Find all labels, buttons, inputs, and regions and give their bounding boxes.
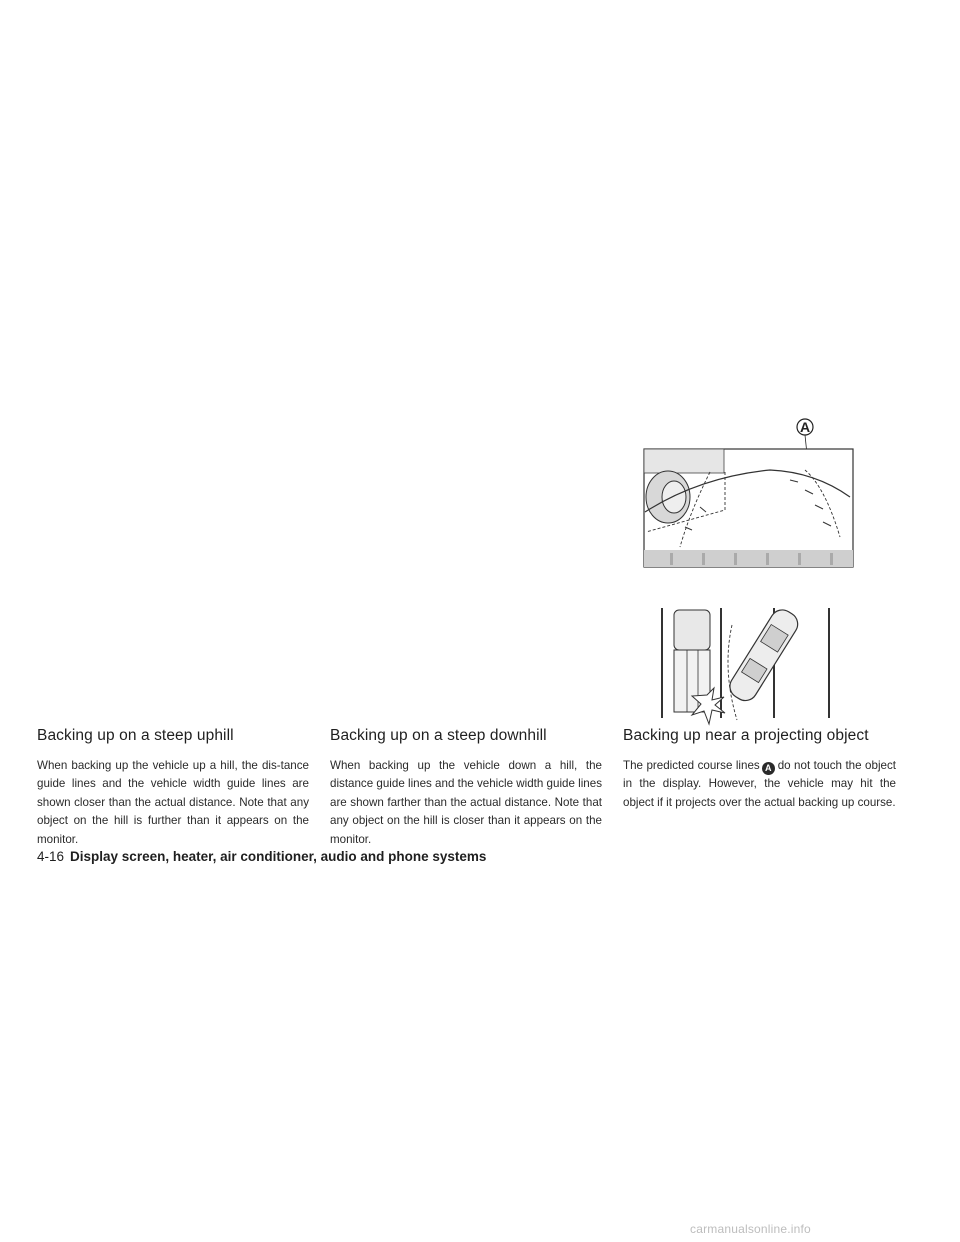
watermark: carmanualsonline.info bbox=[690, 1222, 811, 1236]
page-footer bbox=[37, 849, 486, 864]
body-steep-downhill: When backing up the vehicle down a hill, the distance guide lines and the vehicle width guide lines are shown farther than the actual distance. Note that any object on the hill is closer than it appears on the monitor. bbox=[330, 759, 602, 846]
section-steep-downhill bbox=[330, 727, 602, 849]
parking-diagram-illustration bbox=[652, 600, 842, 730]
body-projecting-text-after: do not touch the object in the display. However, the vehicle may hit the object if it projects over the actual backing up course. bbox=[623, 759, 896, 809]
section-steep-uphill bbox=[37, 727, 309, 849]
page-number: 4-16 bbox=[37, 849, 65, 864]
heading-steep-downhill: Backing up on a steep downhill bbox=[330, 727, 547, 744]
section-title: Display screen, heater, air conditioner, audio and phone systems bbox=[70, 849, 487, 864]
heading-steep-uphill: Backing up on a steep uphill bbox=[37, 727, 234, 744]
heading-projecting-object: Backing up near a projecting object bbox=[623, 727, 869, 744]
section-projecting-object bbox=[623, 727, 896, 812]
body-projecting-object bbox=[623, 757, 896, 812]
body-steep-uphill: When backing up the vehicle up a hill, the dis-tance guide lines and the vehicle width guide lines are shown closer than the actual distance. Note that any object on the hill is further than it appears on the monitor. bbox=[37, 759, 309, 846]
body-projecting-text-before: The predicted course lines bbox=[623, 759, 760, 772]
camera-view-illustration bbox=[640, 412, 856, 572]
callout-a-badge: A bbox=[762, 762, 775, 775]
callout-a-label: A bbox=[800, 419, 811, 435]
